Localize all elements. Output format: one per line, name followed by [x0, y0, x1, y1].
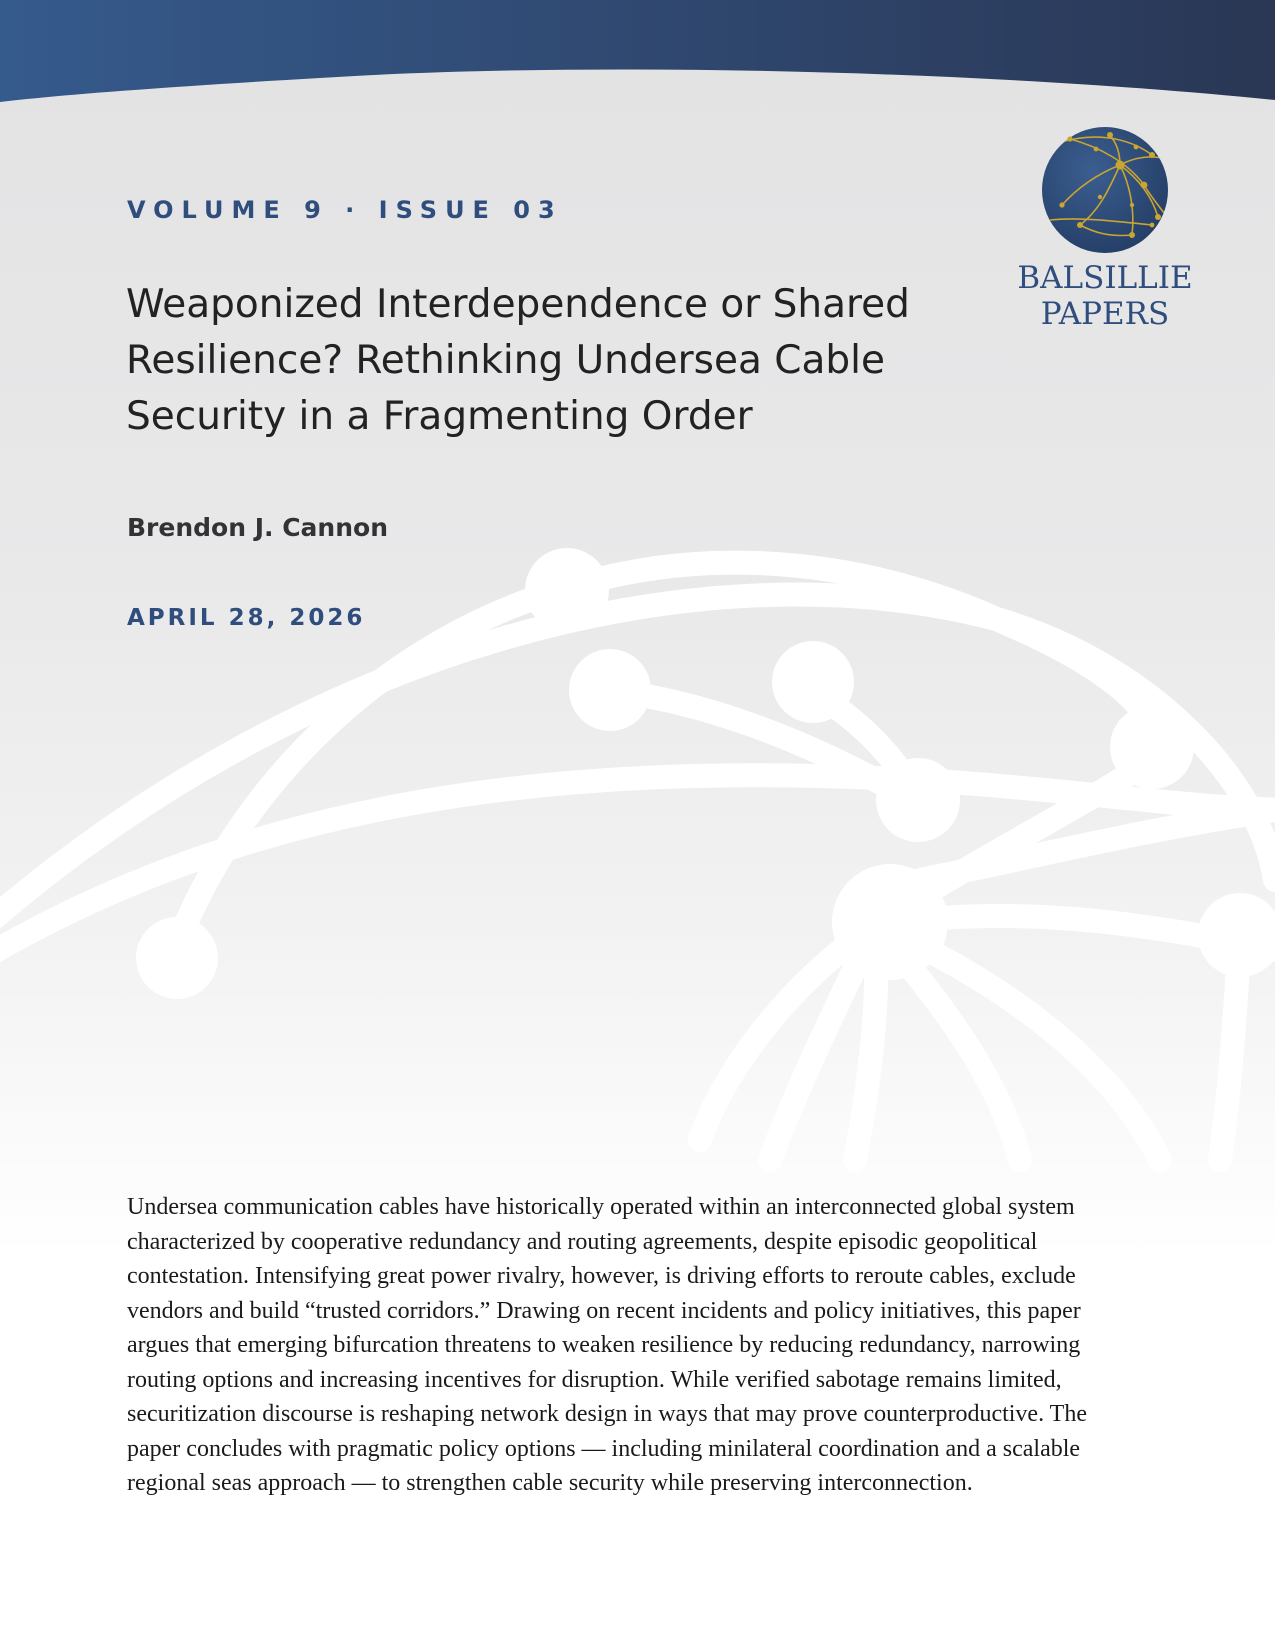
publication-date: APRIL 28, 2026	[127, 605, 366, 631]
author-name: Brendon J. Cannon	[127, 513, 388, 542]
logo-wordmark	[1000, 260, 1210, 332]
logo-line-2: PAPERS	[1040, 296, 1170, 332]
globe-network-icon	[1040, 125, 1170, 255]
abstract-text: Undersea communication cables have historically operated within an interconnected global system characterized by cooperative redundancy and routing agreements, despite episodic geopolitical contestation. Intensifying great power rivalry, however, is driving efforts to reroute cables, exclude vendors and build “trusted corridors.” Drawing on recent incidents and policy initiatives, this paper argues that emerging bifurcation threatens to weaken resilience by reducing redundancy, narrowing routing options and increasing incentives for disruption. While verified sabotage remains limited, securitization discourse is reshaping network design in ways that may prove counterproductive. The paper concludes with pragmatic policy options — including minilateral coordination and a scalable regional seas approach — to strengthen cable security while preserving interconnection.	[127, 1194, 1087, 1496]
paper-title: Weaponized Interdependence or Shared Resilience? Rethinking Undersea Cable Security in a Fragmenting Order	[126, 282, 910, 439]
logo-line-1: BALSILLIE	[1017, 260, 1193, 296]
volume-issue-label: VOLUME 9 · ISSUE 03	[127, 196, 563, 224]
